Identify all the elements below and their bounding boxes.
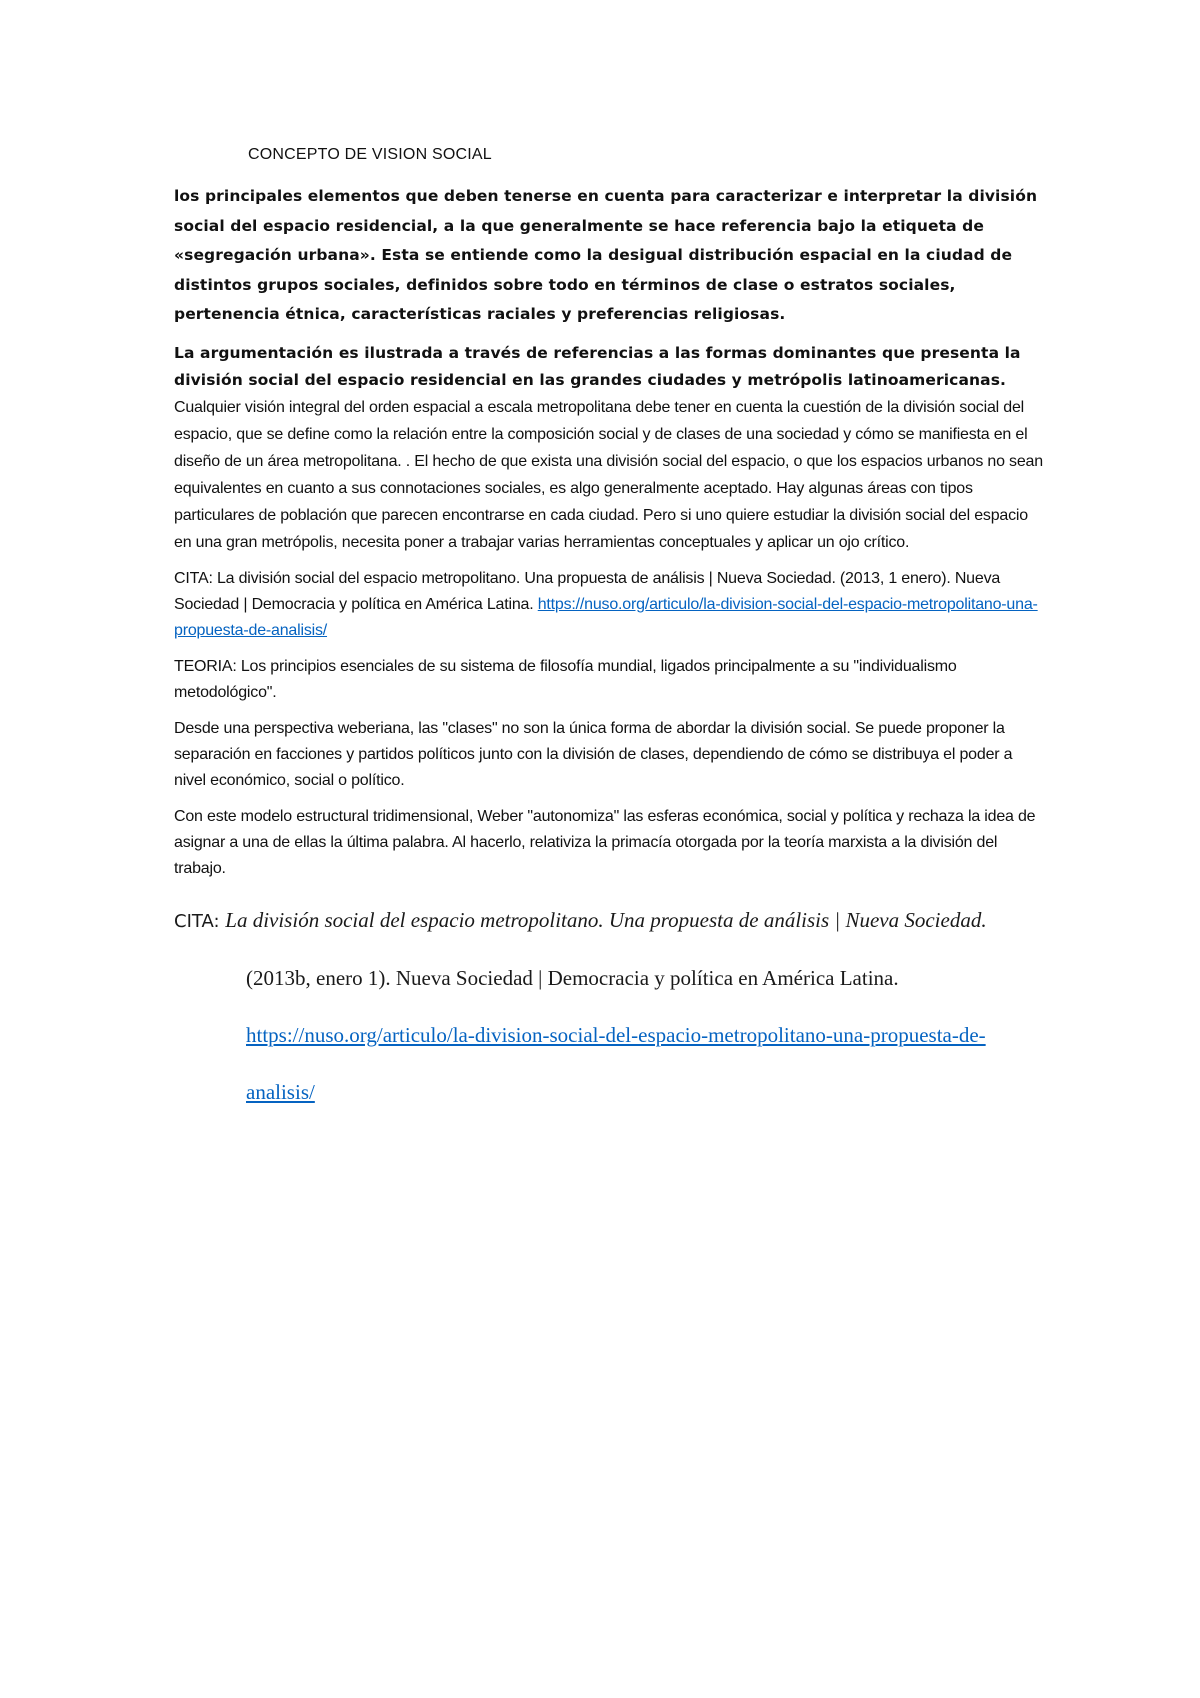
citation-1-link[interactable]: https://nuso.org/articulo/la-division-social-del-espacio-metropolitano-una-propuesta-de-analisis/ [174,595,1038,639]
paragraph-argumentacion-bold: La argumentación es ilustrada a través de referencias a las formas dominantes que presenta la división social del espacio residencial en las grandes ciudades y metrópolis latinoamericanas. [174,343,1021,389]
paragraph-segregacion: los principales elementos que deben tenerse en cuenta para caracterizar e interpretar la división social del espacio residencial, a la que generalmente se hace referencia bajo la etiqueta de «segregación urbana». Esta se entiende como la desigual distribución espacial en la ciudad de distintos grupos sociales, definidos sobre todo en términos de clase o estratos sociales, pertenencia étnica, características raciales y preferencias religiosas. [174,187,1038,323]
citation-1 [174,566,1044,644]
citation-1-text: CITA: La división social del espacio metropolitano. Una propuesta de análisis | Nueva Sociedad. (2013, 1 enero). Nueva Sociedad | Democracia y política en América Latina. [174,569,1001,613]
citation-2-lead: CITA: [174,910,226,932]
citation-2-title: La división social del espacio metropolitano. Una propuesta de análisis | Nueva Sociedad. [225,907,987,932]
citation-2-link[interactable]: https://nuso.org/articulo/la-division-social-del-espacio-metropolitano-una-propuesta-de-analisis/ [246,1022,986,1104]
document-heading: CONCEPTO DE VISION SOCIAL [248,146,492,163]
citation-2 [174,892,1044,1121]
paragraph-weber-2: Con este modelo estructural tridimensional, Weber "autonomiza" las esferas económica, social y política y rechaza la idea de asignar a una de ellas la última palabra. Al hacerlo, relativiza la primacía otorgada por la teoría marxista a la división del trabajo. [174,807,1036,877]
paragraph-teoria: TEORIA: Los principios esenciales de su sistema de filosofía mundial, ligados principalmente a su "individualismo metodológico". [174,657,957,701]
document-page [174,146,1044,1121]
paragraph-weber-1: Desde una perspectiva weberiana, las "clases" no son la única forma de abordar la división social. Se puede proponer la separación en facciones y partidos políticos junto con la división de clases, dependiendo de cómo se distribuya el poder a nivel económico, social o político. [174,719,1013,789]
citation-2-rest: (2013b, enero 1). Nueva Sociedad | Democracia y política en América Latina. [246,965,899,990]
paragraph-argumentacion-rest: Cualquier visión integral del orden espacial a escala metropolitana debe tener en cuenta la cuestión de la división social del espacio, que se define como la relación entre la composición social y de clases de una sociedad y cómo se manifiesta en el diseño de un área metropolitana. . El hecho de que exista una división social del espacio, o que los espacios urbanos no sean equivalentes en cuanto a sus connotaciones sociales, es algo generalmente aceptado. Hay algunas áreas con tipos particulares de población que parecen encontrarse en cada ciudad. Pero si uno quiere estudiar la división social del espacio en una gran metrópolis, necesita poner a trabajar varias herramientas conceptuales y aplicar un ojo crítico. [174,398,1043,551]
paragraph-argumentacion [174,340,1044,556]
